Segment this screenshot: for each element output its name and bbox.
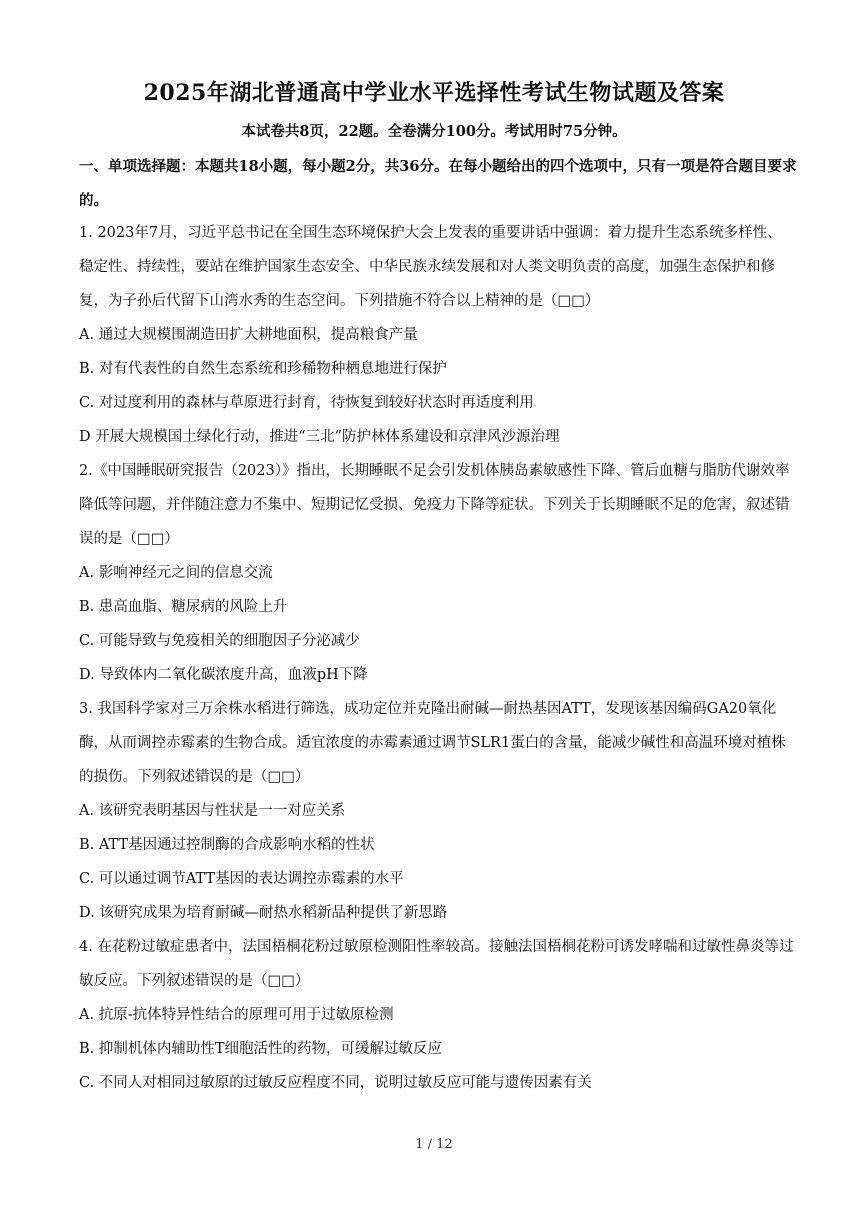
option-a: A. 通过大规模围湖造田扩大耕地面积，提高粮食产量 (79, 327, 418, 343)
option-b: B. ATT基因通过控制酶的合成影响水稻的性状 (79, 837, 375, 853)
option-c: C. 可能导致与免疫相关的细胞因子分泌减少 (79, 633, 360, 649)
option-b: B. 抑制机体内辅助性T细胞活性的药物，可缓解过敏反应 (79, 1041, 443, 1057)
question (79, 216, 795, 454)
option-c: C. 对过度利用的森林与草原进行封育，待恢复到较好状态时再适度利用 (79, 395, 534, 411)
question-list (79, 216, 795, 1100)
question (79, 930, 795, 1100)
section-heading: 一、单项选择题：本题共18小题，每小题2分，共36分。在每小题给出的四个选项中，只有一项是符合题目要求的。 (79, 158, 797, 209)
option-c: C. 不同人对相同过敏原的过敏反应程度不同，说明过敏反应可能与遗传因素有关 (79, 1075, 592, 1091)
option-d: D. 该研究成果为培育耐碱—耐热水稻新品种提供了新思路 (79, 905, 448, 921)
option-a: A. 影响神经元之间的信息交流 (79, 565, 273, 581)
question (79, 692, 795, 930)
page-title: 2025年湖北普通高中学业水平选择性考试生物试题及答案 (143, 80, 725, 106)
option-b: B. 对有代表性的自然生态系统和珍稀物种栖息地进行保护 (79, 361, 447, 377)
exam-info: 本试卷共8页，22题。全卷满分100分。考试用时75分钟。 (241, 123, 627, 140)
question-stem: 2.《中国睡眠研究报告（2023）》指出，长期睡眠不足会引发机体胰岛素敏感性下降、管后血糖与脂肪代谢效率降低等问题，并伴随注意力不集中、短期记忆受损、免疫力下降等症状。下列关于长期睡眠不足的危害，叙述错误的是（□□） (79, 463, 790, 547)
option-b: B. 患高血脂、糖尿病的风险上升 (79, 599, 288, 615)
option-a: A. 抗原-抗体特异性结合的原理可用于过敏原检测 (79, 1007, 394, 1023)
option-d: D 开展大规模国土绿化行动，推进“三北”防护林体系建设和京津风沙源治理 (79, 429, 560, 445)
question (79, 454, 795, 692)
option-a: A. 该研究表明基因与性状是一一对应关系 (79, 803, 346, 819)
question-stem: 1. 2023年7月，习近平总书记在全国生态环境保护大会上发表的重要讲话中强调：着力提升生态系统多样性、稳定性、持续性，要站在维护国家生态安全、中华民族永续发展和对人类文明负责的高度，加强生态保护和修复，为子孙后代留下山湾水秀的生态空间。下列措施不符合以上精神的是（□□） (79, 225, 782, 309)
page-number: 1 / 12 (415, 1137, 453, 1152)
option-c: C. 可以通过调节ATT基因的表达调控赤霉素的水平 (79, 871, 404, 887)
question-stem: 3. 我国科学家对三万余株水稻进行筛选，成功定位并克隆出耐碱—耐热基因ATT，发现该基因编码GA20氧化酶，从而调控赤霉素的生物合成。适宜浓度的赤霉素通过调节SLR1蛋白的含量，能减少碱性和高温环境对植株的损伤。下列叙述错误的是（□□） (79, 701, 786, 785)
option-d: D. 导致体内二氧化碳浓度升高，血液pH下降 (79, 667, 368, 683)
question-stem: 4. 在花粉过敏症患者中，法国梧桐花粉过敏原检测阳性率较高。接触法国梧桐花粉可诱发哮喘和过敏性鼻炎等过敏反应。下列叙述错误的是（□□） (79, 939, 794, 989)
